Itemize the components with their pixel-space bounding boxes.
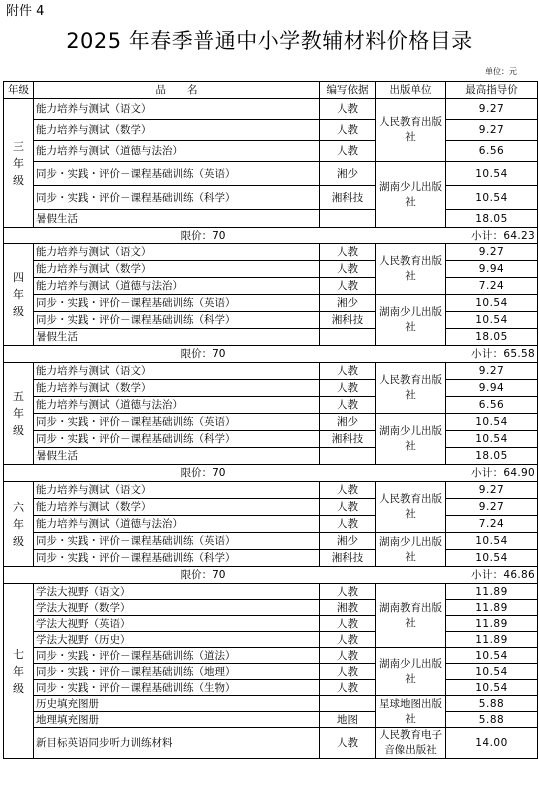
book-basis: 人教 (320, 648, 376, 664)
book-name: 同步・实践・评价－课程基础训练（英语） (34, 162, 320, 186)
book-name: 学法大视野（历史） (34, 632, 320, 648)
table-row (4, 312, 538, 329)
grade-cell (4, 584, 34, 759)
book-basis: 人教 (320, 363, 376, 380)
publisher-cell: 湖南教育出版社 (376, 584, 446, 648)
book-basis: 人教 (320, 482, 376, 499)
book-basis: 湘科技 (320, 431, 376, 448)
table-row (4, 414, 538, 431)
book-name: 能力培养与测试（语文） (34, 244, 320, 261)
book-basis (320, 448, 376, 465)
subtotal: 小计：64.90 (376, 465, 538, 482)
table-row (4, 584, 538, 600)
book-price: 10.54 (446, 664, 538, 680)
grade-char: 七 (13, 647, 24, 661)
book-price: 10.54 (446, 312, 538, 329)
table-row (4, 380, 538, 397)
book-basis: 人教 (320, 680, 376, 696)
book-basis: 湘少 (320, 414, 376, 431)
book-basis: 湘少 (320, 295, 376, 312)
grade-char: 级 (13, 681, 24, 695)
price-limit: 限价：70 (4, 465, 376, 482)
header-basis: 编写依据 (320, 82, 376, 99)
table-row (4, 244, 538, 261)
grade-cell (4, 99, 34, 228)
book-price: 6.56 (446, 141, 538, 162)
book-basis: 人教 (320, 261, 376, 278)
table-row (4, 712, 538, 728)
book-name: 能力培养与测试（数学） (34, 120, 320, 141)
book-price: 18.05 (446, 448, 538, 465)
table-row (4, 696, 538, 712)
table-row (4, 616, 538, 632)
grade-char: 六 (13, 500, 24, 514)
book-price: 11.89 (446, 584, 538, 600)
price-limit: 限价：70 (4, 567, 376, 584)
publisher-cell: 湖南少儿出版社 (376, 162, 446, 228)
table-row (4, 363, 538, 380)
publisher-cell: 人民教育出版社 (376, 244, 446, 295)
book-basis: 湘科技 (320, 312, 376, 329)
table-row (4, 186, 538, 210)
table-row (4, 728, 538, 759)
book-price: 10.54 (446, 414, 538, 431)
book-price: 9.94 (446, 380, 538, 397)
book-name: 能力培养与测试（数学） (34, 261, 320, 278)
table-row (4, 431, 538, 448)
book-basis: 人教 (320, 244, 376, 261)
book-price: 9.94 (446, 261, 538, 278)
publisher-cell: 人民教育出版社 (376, 363, 446, 414)
publisher-cell: 星球地图出版社 (376, 696, 446, 728)
grade-char: 年 (13, 288, 24, 301)
book-name: 能力培养与测试（数学） (34, 380, 320, 397)
book-name: 同步・实践・评价－课程基础训练（生物） (34, 680, 320, 696)
book-price: 18.05 (446, 329, 538, 346)
grade-char: 级 (13, 173, 24, 187)
book-price: 18.05 (446, 210, 538, 228)
book-basis: 人教 (320, 120, 376, 141)
book-basis: 人教 (320, 397, 376, 414)
book-price: 9.27 (446, 482, 538, 499)
book-name: 同步・实践・评价－课程基础训练（科学） (34, 431, 320, 448)
summary-row (4, 465, 538, 482)
grade-char: 五 (13, 390, 24, 403)
table-row (4, 648, 538, 664)
price-limit: 限价：70 (4, 346, 376, 363)
page-title: 2025 年春季普通中小学教辅材料价格目录 (66, 29, 473, 53)
price-limit: 限价：70 (4, 228, 376, 244)
table-row (4, 680, 538, 696)
table-row (4, 499, 538, 516)
book-name: 能力培养与测试（语文） (34, 363, 320, 380)
header-price: 最高指导价 (446, 82, 538, 99)
grade-char: 年 (13, 407, 24, 420)
table-row (4, 120, 538, 141)
book-basis: 人教 (320, 141, 376, 162)
book-basis: 人教 (320, 516, 376, 533)
book-price: 11.89 (446, 600, 538, 616)
book-basis (320, 696, 376, 712)
book-name: 能力培养与测试（道德与法治） (34, 516, 320, 533)
book-price: 10.54 (446, 431, 538, 448)
book-price: 7.24 (446, 516, 538, 533)
table-row (4, 448, 538, 465)
table-row (4, 210, 538, 228)
table-row (4, 550, 538, 567)
table-row (4, 295, 538, 312)
table-row (4, 533, 538, 550)
book-price: 14.00 (446, 728, 538, 759)
header-publisher: 出版单位 (376, 82, 446, 99)
book-name: 新目标英语同步听力训练材料 (34, 728, 320, 759)
subtotal: 小计：65.58 (376, 346, 538, 363)
price-table (3, 81, 538, 759)
table-row (4, 278, 538, 295)
grade-cell (4, 244, 34, 346)
book-price: 10.54 (446, 186, 538, 210)
summary-row (4, 228, 538, 244)
table-body (4, 99, 538, 759)
book-basis: 人教 (320, 632, 376, 648)
book-name: 能力培养与测试（道德与法治） (34, 397, 320, 414)
book-name: 能力培养与测试（数学） (34, 499, 320, 516)
book-name: 同步・实践・评价－课程基础训练（地理） (34, 664, 320, 680)
book-name: 能力培养与测试（语文） (34, 99, 320, 120)
header-name: 品 名 (34, 82, 320, 99)
book-basis: 人教 (320, 728, 376, 759)
publisher-cell: 湖南少儿出版社 (376, 295, 446, 346)
grade-char: 级 (13, 424, 24, 437)
book-price: 9.27 (446, 120, 538, 141)
table-row (4, 632, 538, 648)
book-basis: 人教 (320, 584, 376, 600)
book-name: 学法大视野（数学） (34, 600, 320, 616)
book-price: 5.88 (446, 712, 538, 728)
book-basis: 湘科技 (320, 186, 376, 210)
table-row (4, 397, 538, 414)
book-name: 学法大视野（语文） (34, 584, 320, 600)
book-basis (320, 329, 376, 346)
publisher-cell: 人民教育电子音像出版社 (376, 728, 446, 759)
book-price: 9.27 (446, 363, 538, 380)
book-price: 9.27 (446, 99, 538, 120)
grade-char: 级 (13, 305, 24, 318)
book-basis: 地图 (320, 712, 376, 728)
grade-char: 年 (13, 664, 24, 678)
book-name: 同步・实践・评价－课程基础训练（科学） (34, 186, 320, 210)
table-row (4, 664, 538, 680)
subtotal: 小计：46.86 (376, 567, 538, 584)
book-name: 同步・实践・评价－课程基础训练（英语） (34, 533, 320, 550)
book-basis: 人教 (320, 499, 376, 516)
book-name: 地理填充图册 (34, 712, 320, 728)
book-name: 学法大视野（英语） (34, 616, 320, 632)
book-price: 11.89 (446, 616, 538, 632)
attachment-label: 附件 4 (6, 4, 45, 19)
book-name: 同步・实践・评价－课程基础训练（科学） (34, 312, 320, 329)
book-name: 暑假生活 (34, 329, 320, 346)
book-basis: 人教 (320, 616, 376, 632)
table-row (4, 600, 538, 616)
grade-cell (4, 482, 34, 567)
book-price: 10.54 (446, 295, 538, 312)
book-basis: 人教 (320, 278, 376, 295)
book-price: 7.24 (446, 278, 538, 295)
book-name: 历史填充图册 (34, 696, 320, 712)
book-name: 能力培养与测试（道德与法治） (34, 278, 320, 295)
book-name: 同步・实践・评价－课程基础训练（道法） (34, 648, 320, 664)
book-basis: 人教 (320, 664, 376, 680)
book-name: 暑假生活 (34, 210, 320, 228)
publisher-cell: 人民教育出版社 (376, 482, 446, 533)
book-name: 同步・实践・评价－课程基础训练（英语） (34, 295, 320, 312)
book-name: 同步・实践・评价－课程基础训练（英语） (34, 414, 320, 431)
publisher-cell: 湖南少儿出版社 (376, 648, 446, 696)
book-price: 6.56 (446, 397, 538, 414)
book-name: 暑假生活 (34, 448, 320, 465)
table-row (4, 162, 538, 186)
table-row (4, 329, 538, 346)
summary-row (4, 346, 538, 363)
book-basis: 湘少 (320, 162, 376, 186)
book-basis (320, 210, 376, 228)
book-price: 5.88 (446, 696, 538, 712)
book-basis: 湘少 (320, 533, 376, 550)
grade-char: 级 (13, 534, 24, 548)
publisher-cell: 人民教育出版社 (376, 99, 446, 162)
table-row (4, 99, 538, 120)
header-grade: 年级 (4, 82, 34, 99)
book-basis: 人教 (320, 380, 376, 397)
publisher-cell: 湖南少儿出版社 (376, 533, 446, 567)
grade-char: 三 (13, 139, 24, 153)
summary-row (4, 567, 538, 584)
table-row (4, 141, 538, 162)
table-row (4, 482, 538, 499)
table-row (4, 516, 538, 533)
book-name: 同步・实践・评价－课程基础训练（科学） (34, 550, 320, 567)
book-price: 10.54 (446, 162, 538, 186)
book-basis: 湘科技 (320, 550, 376, 567)
unit-label: 单位：元 (485, 67, 517, 76)
book-price: 10.54 (446, 680, 538, 696)
book-basis: 人教 (320, 99, 376, 120)
grade-char: 四 (13, 271, 24, 284)
book-price: 10.54 (446, 550, 538, 567)
book-name: 能力培养与测试（语文） (34, 482, 320, 499)
book-name: 能力培养与测试（道德与法治） (34, 141, 320, 162)
book-price: 9.27 (446, 499, 538, 516)
subtotal: 小计：64.23 (376, 228, 538, 244)
publisher-cell: 湖南少儿出版社 (376, 414, 446, 465)
grade-char: 年 (13, 517, 24, 531)
book-price: 9.27 (446, 244, 538, 261)
table-row (4, 261, 538, 278)
book-price: 10.54 (446, 648, 538, 664)
grade-cell (4, 363, 34, 465)
book-price: 11.89 (446, 632, 538, 648)
book-basis: 湘教 (320, 600, 376, 616)
grade-char: 年 (13, 156, 24, 170)
book-price: 10.54 (446, 533, 538, 550)
table-header-row (4, 82, 538, 99)
